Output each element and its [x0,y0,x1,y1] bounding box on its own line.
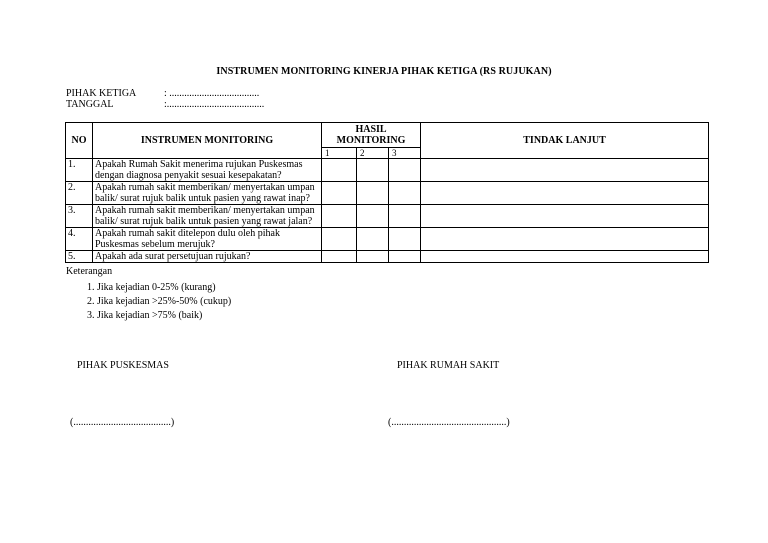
tindak-lanjut-cell[interactable] [421,205,709,228]
field-tanggal [66,99,264,110]
subheader-3: 3 [389,148,421,159]
row-no: 4. [66,228,93,251]
field-label: PIHAK KETIGA [66,88,137,99]
row-no: 5. [66,251,93,263]
list-item: 2. Jika kejadian >25%-50% (cukup) [97,295,231,309]
document-title: INSTRUMEN MONITORING KINERJA PIHAK KETIGA (RS RUJUKAN) [216,66,552,77]
score-cell-1[interactable] [322,159,357,182]
tindak-lanjut-cell[interactable] [421,182,709,205]
field-value: : .................................... [164,88,260,99]
table-row [66,251,709,263]
signature-line-rumah-sakit: (..............................................) [388,417,510,428]
row-question: Apakah ada surat persetujuan rujukan? [93,251,322,263]
header-no: NO [66,123,93,159]
row-no: 1. [66,159,93,182]
tindak-lanjut-cell[interactable] [421,251,709,263]
table-row [66,159,709,182]
list-item: 1. Jika kejadian 0-25% (kurang) [97,281,231,295]
score-cell-2[interactable] [357,182,389,205]
score-cell-2[interactable] [357,251,389,263]
list-item: 3. Jika kejadian >75% (baik) [97,309,231,323]
keterangan-label: Keterangan [66,266,113,277]
signature-label-puskesmas: PIHAK PUSKESMAS [77,360,169,371]
criteria-list [66,281,231,323]
signature-label-rumah-sakit: PIHAK RUMAH SAKIT [397,360,500,371]
score-cell-3[interactable] [389,251,421,263]
header-hasil-line2: MONITORING [336,135,406,146]
monitoring-table [65,122,709,263]
field-pihak-ketiga [66,88,259,99]
row-question: Apakah rumah sakit memberikan/ menyertakan umpan balik/ surat rujuk balik untuk pasien yang rawat inap? [93,182,322,205]
row-question: Apakah Rumah Sakit menerima rujukan Puskesmas dengan diagnosa penyakit sesuai kesepakatan? [93,159,322,182]
table-row [66,228,709,251]
tindak-lanjut-cell[interactable] [421,228,709,251]
field-value: :....................................... [164,99,265,110]
header-instrumen: INSTRUMEN MONITORING [93,123,322,159]
score-cell-3[interactable] [389,228,421,251]
subheader-2: 2 [357,148,389,159]
field-label: TANGGAL [66,99,114,110]
header-hasil-line1: HASIL [355,124,387,135]
score-cell-2[interactable] [357,159,389,182]
score-cell-3[interactable] [389,205,421,228]
signature-line-puskesmas: (.......................................) [70,417,175,428]
score-cell-3[interactable] [389,182,421,205]
score-cell-2[interactable] [357,205,389,228]
tindak-lanjut-cell[interactable] [421,159,709,182]
score-cell-2[interactable] [357,228,389,251]
header-hasil [322,123,421,148]
subheader-1: 1 [322,148,357,159]
score-cell-1[interactable] [322,182,357,205]
score-cell-3[interactable] [389,159,421,182]
score-cell-1[interactable] [322,228,357,251]
row-question: Apakah rumah sakit memberikan/ menyertakan umpan balik/ surat rujuk balik untuk pasien yang rawat jalan? [93,205,322,228]
row-no: 2. [66,182,93,205]
score-cell-1[interactable] [322,205,357,228]
table-header-row [66,123,709,148]
score-cell-1[interactable] [322,251,357,263]
row-question: Apakah rumah sakit ditelepon dulu oleh pihak Puskesmas sebelum merujuk? [93,228,322,251]
header-tindak-lanjut: TINDAK LANJUT [421,123,709,159]
table-row [66,182,709,205]
row-no: 3. [66,205,93,228]
table-row [66,205,709,228]
